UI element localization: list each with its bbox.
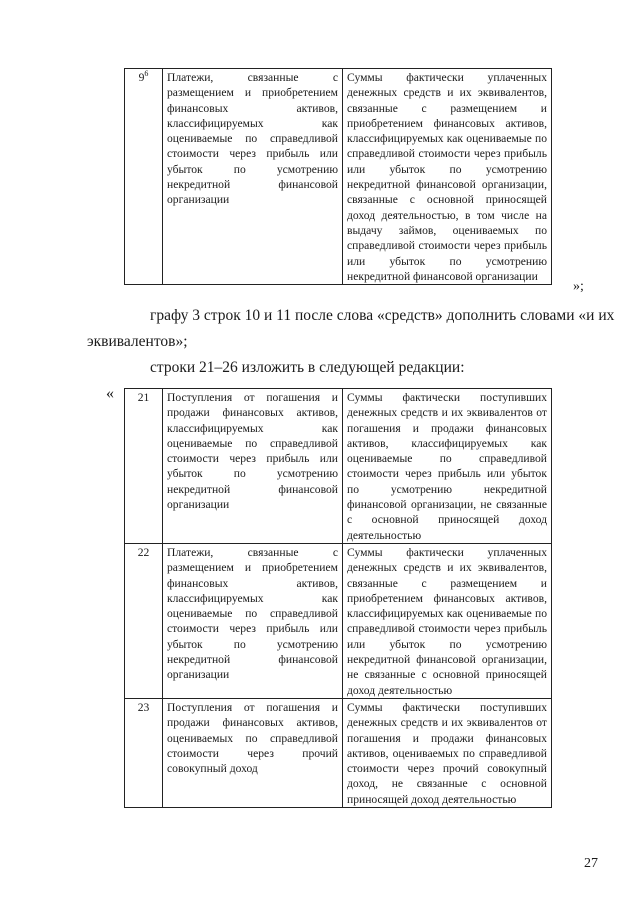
row-number: 21 (125, 389, 163, 544)
row-name-cell: Поступления от погашения и продажи финансовых активов, оцениваемых по справедливой стоимости через прочий совокупный доход (163, 698, 343, 807)
amendment-table-row-9 (124, 68, 552, 285)
row-number: 22 (125, 543, 163, 698)
amendment-table-rows-21-23 (124, 388, 552, 808)
row-description-cell: Суммы фактически поступивших денежных средств и их эквивалентов от погашения и продажи финансовых активов, оцениваемых по справедливой стоимости через прочий совокупный доход, не связанные с основной приносящей доход деятельностью (343, 698, 552, 807)
table-row (125, 698, 552, 807)
row-description-cell: Суммы фактически поступивших денежных средств и их эквивалентов от погашения и продажи финансовых активов, классифицируемых как оцениваемые по справедливой стоимости через прибыль или убыток по усмотрению некредитной финансовой организации, не связанные с основной приносящей доход деятельностью (343, 389, 552, 544)
row-description-cell: Суммы фактически уплаченных денежных средств и их эквивалентов, связанные с размещением и приобретением финансовых активов, классифицируемых как оцениваемые по справедливой стоимости через прибыль или убыток по усмотрению некредитной финансовой организации, связанные с основной приносящей доход деятельностью, в том числе на выдачу займов, оцениваемых по справедливой стоимости через прибыль или убыток по усмотрению некредитной финансовой организации (343, 69, 552, 285)
table-row (125, 389, 552, 544)
closing-quote: »; (573, 279, 584, 294)
paragraph-line-2: эквивалентов»; (87, 333, 188, 350)
row-name-cell: Платежи, связанные с размещением и приобретением финансовых активов, классифицируемых как оцениваемые по справедливой стоимости через прибыль или убыток по усмотрению некредитной финансовой организации (163, 69, 343, 285)
opening-quote: « (106, 385, 114, 402)
page-number: 27 (584, 856, 598, 871)
row-description-cell: Суммы фактически уплаченных денежных средств и их эквивалентов, связанные с размещением и приобретением финансовых активов, классифицируемых как оцениваемые по справедливой стоимости через прибыль или убыток по усмотрению некредитной финансовой организации, не связанные с основной приносящей доход деятельностью (343, 543, 552, 698)
row-name-cell: Платежи, связанные с размещением и приобретением финансовых активов, классифицируемых как оцениваемые по справедливой стоимости через прибыль или убыток по усмотрению некредитной финансовой организации (163, 543, 343, 698)
row-number: 23 (125, 698, 163, 807)
table-row (125, 69, 552, 285)
row-number: $9^6$ (125, 69, 163, 285)
row-name-cell: Поступления от погашения и продажи финансовых активов, классифицируемых как оцениваемые по справедливой стоимости через прибыль или убыток по усмотрению некредитной финансовой организации (163, 389, 343, 544)
table-row (125, 543, 552, 698)
paragraph-line-3: строки 21–26 изложить в следующей редакции: (150, 359, 465, 376)
paragraph-line-1: графу 3 строк 10 и 11 после слова «средств» дополнить словами «и их (150, 307, 615, 324)
